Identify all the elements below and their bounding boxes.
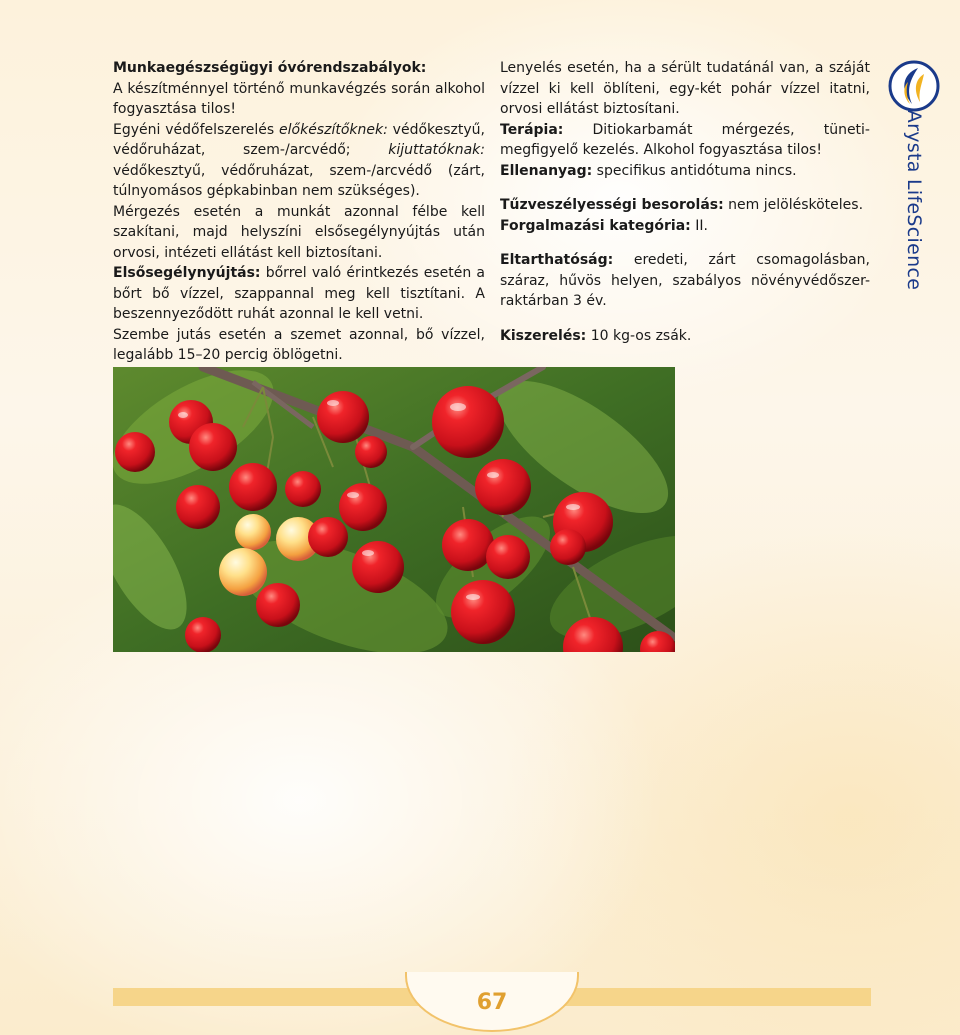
brand-name: Arysta LifeScience <box>903 109 925 291</box>
ppe-paragraph: Egyéni védőfelszerelés előkészítőknek: védőkesztyű, védőruházat, szem-/arcvédő; kijuttatóknak: védőkesztyű, védőruházat, szem-/arcvédő (zárt, túlnyomásos gépkabinban nem szükséges). <box>113 121 485 199</box>
section-heading: Munkaegészségügyi óvórendszabályok: <box>113 60 427 76</box>
eye-contact-paragraph: Szembe jutás esetén a szemet azonnal, bő vízzel, legalább 15–20 percig öblögetni. <box>113 326 485 363</box>
fire-classification-line: Tűzveszélyességi besorolás: nem jelölésköteles. <box>500 197 864 213</box>
ingestion-paragraph: Lenyelés esetén, ha a sérült tudatánál van, a száját vízzel ki kell öblíteni, egy-két pohár vízzel itatni, orvosi ellátást biztosítani. <box>500 60 870 117</box>
poisoning-paragraph: Mérgezés esetén a munkát azonnal félbe kell szakítani, majd helyszíni elsősegélynyújtás után orvosi, intézeti ellátást kell biztosítani. <box>113 203 485 261</box>
first-aid-paragraph: Elsősegélynyújtás: bőrrel való érintkezés esetén a bőrt bő vízzel, szappannal meg kell tisztítani. A beszennyeződött ruhát azonnal le kell vetni. <box>113 265 485 322</box>
page-number: 67 <box>476 990 508 1015</box>
antidote-paragraph: Ellenanyag: specifikus antidótuma nincs. <box>500 162 797 179</box>
therapy-paragraph: Terápia: Ditiokarbamát mérgezés, tüneti-megfigyelő kezelés. Alkohol fogyasztása tilos! <box>500 121 870 158</box>
alcohol-warning-paragraph: A készítménnyel történő munkavégzés során alkohol fogyasztása tilos! <box>113 80 485 117</box>
cherry-branch-photo <box>113 367 675 652</box>
packaging-line: Kiszerelés: 10 kg-os zsák. <box>500 327 692 344</box>
left-text-column <box>113 58 485 366</box>
arysta-flame-logo-icon <box>888 60 940 112</box>
cherry-photo-illustration <box>113 367 675 652</box>
right-text-column <box>500 58 870 346</box>
distribution-category-line: Forgalmazási kategória: II. <box>500 217 708 234</box>
shelf-life-paragraph: Eltarthatóság: eredeti, zárt csomagolásban, száraz, hűvös helyen, szabályos növényvédőszer-raktárban 3 év. <box>500 252 870 309</box>
